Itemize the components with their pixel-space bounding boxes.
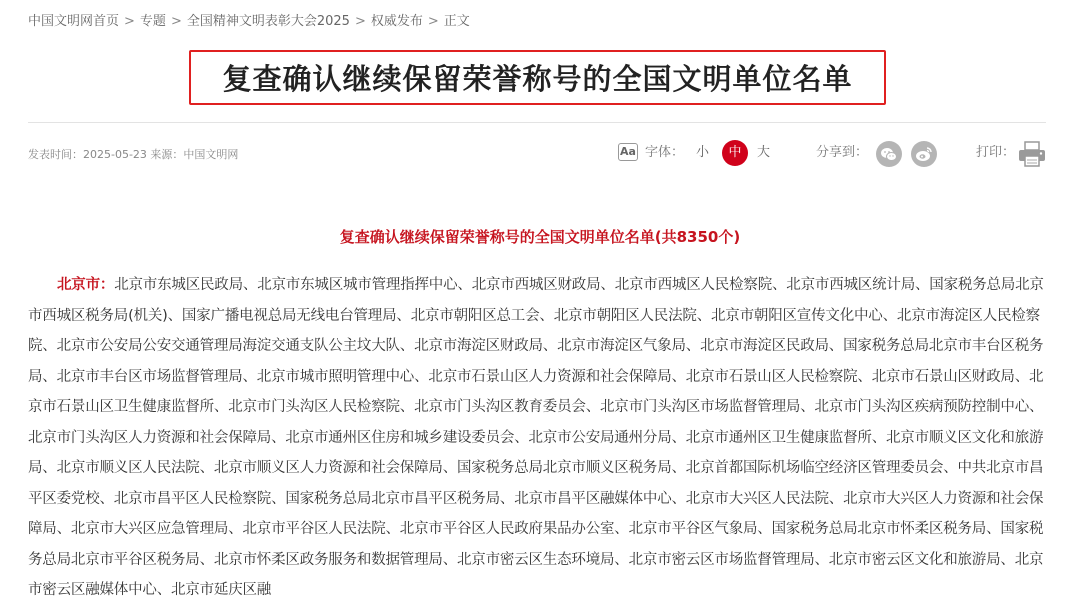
printer-icon[interactable] bbox=[1018, 141, 1046, 171]
breadcrumb bbox=[28, 12, 470, 32]
breadcrumb-separator: > bbox=[354, 14, 366, 29]
title-divider bbox=[28, 122, 1046, 123]
breadcrumb-home-link[interactable]: 中国文明网首页 bbox=[28, 14, 120, 29]
article-meta: 发表时间：2025-05-23 来源：中国文明网 bbox=[28, 148, 239, 161]
font-size-large-button[interactable]: 大 bbox=[757, 145, 771, 160]
font-size-icon: Aa bbox=[618, 143, 638, 161]
unit-list-text: 北京市东城区民政局、北京市东城区城市管理指挥中心、北京市西城区财政局、北京市西城区人民检察院、北京市西城区统计局、国家税务总局北京市西城区税务局(机关)、国家广播电视总局无线电台管理局、北京市朝阳区总工会、北京市朝阳区人民法院、北京市朝阳区宣传文化中心、北京市海淀区人民检察院、北京市公安局公安交通管理局海淀交通支队公主坟大队、北京市海淀区财政局、北京市海淀区气象局、北京市海淀区民政局、国家税务总局北京市丰台区税务局、北京市丰台区市场监督管理局、北京市城市照明管理中心、北京市石景山区人力资源和社会保障局、北京市石景山区人民检察院、北京市石景山区财政局、北京市石景山区卫生健康监督所、北京市门头沟区人民检察院、北京市门头沟区教育委员会、北京市门头沟区市场监督管理局、北京市门头沟区疾病预防控制中心、北京市门头沟区人力资源和社会保障局、北京市通州区住房和城乡建设委员会、北京市公安局通州分局、北京市通州区卫生健康监督所、北京市顺义区文化和旅游局、北京市顺义区人民法院、北京市顺义区人力资源和社会保障局、国家税务总局北京市顺义区税务局、北京首都国际机场临空经济区管理委员会、中共北京市昌平区委党校、北京市昌平区人民检察院、国家税务总局北京市昌平区税务局、北京市昌平区融媒体中心、北京市大兴区人民法院、北京市大兴区人力资源和社会保障局、北京市大兴区应急管理局、北京市平谷区人民法院、北京市平谷区人民政府果品办公室、北京市平谷区气象局、国家税务总局北京市怀柔区税务局、国家税务总局北京市平谷区税务局、北京市怀柔区政务服务和数据管理局、北京市密云区生态环境局、北京市密云区市场监督管理局、北京市密云区文化和旅游局、北京市密云区融媒体中心、北京市延庆区融 bbox=[28, 277, 1044, 598]
city-label: 北京市： bbox=[57, 277, 115, 293]
breadcrumb-separator: > bbox=[170, 14, 182, 29]
breadcrumb-conference-link[interactable]: 全国精神文明表彰大会2025 bbox=[186, 14, 350, 29]
font-size-medium-button[interactable]: 中 bbox=[722, 140, 748, 166]
weibo-icon[interactable] bbox=[911, 141, 937, 167]
article-body bbox=[28, 270, 1048, 606]
breadcrumb-separator: > bbox=[427, 14, 439, 29]
list-subtitle: 复查确认继续保留荣誉称号的全国文明单位名单(共8350个) bbox=[339, 228, 741, 246]
breadcrumb-separator: > bbox=[124, 14, 135, 29]
font-label: 字体： bbox=[645, 145, 685, 160]
article-title-box bbox=[189, 50, 886, 105]
article-title: 复查确认继续保留荣誉称号的全国文明单位名单 bbox=[222, 62, 853, 96]
share-label: 分享到： bbox=[816, 145, 869, 160]
article-toolbar bbox=[0, 140, 1080, 170]
wechat-icon[interactable] bbox=[876, 141, 902, 167]
breadcrumb-current: 正文 bbox=[443, 14, 470, 29]
print-label: 打印： bbox=[976, 145, 1016, 160]
breadcrumb-topic-link[interactable]: 专题 bbox=[139, 14, 166, 29]
font-size-small-button[interactable]: 小 bbox=[696, 145, 710, 160]
breadcrumb-release-link[interactable]: 权威发布 bbox=[370, 14, 423, 29]
